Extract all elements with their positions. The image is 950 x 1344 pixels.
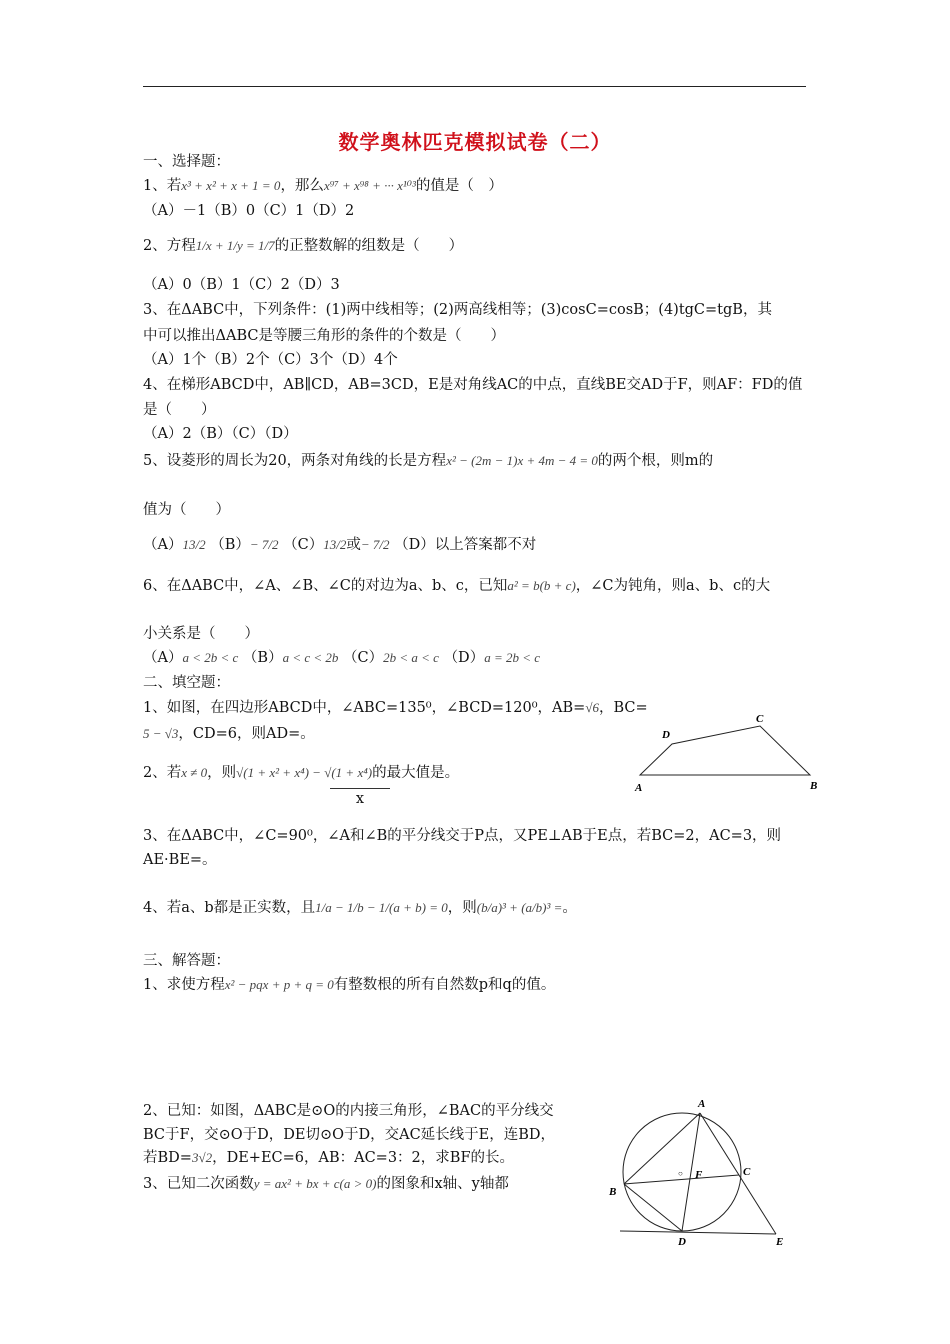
- choice-q6-line2: 小关系是（ ）: [143, 626, 259, 642]
- choice-q5-options: [143, 535, 536, 555]
- f2-denominator: x: [330, 788, 390, 809]
- label-b: B: [810, 780, 818, 792]
- s3-suffix: 的图象和x轴、y轴都: [376, 1176, 509, 1192]
- label-d: D: [678, 1236, 686, 1248]
- q6-equation: a² = b(b + c): [507, 578, 576, 593]
- circle-figure: [600, 1095, 805, 1250]
- choice-q2-options: （A）0（B）1（C）2（D）3: [143, 277, 340, 293]
- solve-q2-line3: [143, 1148, 514, 1168]
- solve-q2-line2: BC于F，交⊙O于D，DE切⊙O于D，交AC延长线于E，连BD，: [143, 1127, 556, 1143]
- fill-q1-line2: [143, 724, 315, 744]
- f4-eq: 1/a − 1/b − 1/(a + b) = 0: [315, 900, 448, 915]
- choice-q3-line2: 中可以推出ΔABC是等腰三角形的条件的个数是（ ）: [143, 328, 505, 344]
- q5-frac-c2: − 7/2: [360, 537, 390, 552]
- q1-prefix: 1、若: [143, 178, 182, 194]
- q5-suffix: 的两个根，则m的: [597, 453, 714, 469]
- f1-text: 1、如图，在四边形ABCD中，∠ABC=135⁰，∠BCD=120⁰，AB=: [143, 700, 586, 716]
- fill-q2: [143, 763, 459, 783]
- f1-suffix: ，CD=6，则AD=。: [178, 726, 315, 742]
- quadrilateral-figure: [620, 705, 830, 800]
- q5-frac-c1: 13/2: [323, 537, 347, 552]
- f4-eq2: (b/a)³ + (a/b)³ =: [476, 900, 563, 915]
- s2-suffix: ，DE+EC=6，AB：AC=3：2，求BF的长。: [212, 1150, 515, 1166]
- fill-q3-line2: AE·BE=。: [143, 852, 217, 868]
- q2-equation: 1/x + 1/y = 1/7: [195, 238, 275, 253]
- q6-opt-d: （D）: [443, 650, 485, 666]
- fill-q4: [143, 898, 577, 918]
- section-solve: 三、解答题：: [143, 953, 230, 969]
- q2-suffix: 的正整数解的组数是（ ）: [274, 238, 464, 254]
- q6-opt-c: （C）: [343, 650, 384, 666]
- fill-q3-line1: 3、在ΔABC中，∠C=90⁰，∠A和∠B的平分线交于P点，又PE⊥AB于E点，若BC=2，AC=3，则: [143, 828, 782, 844]
- q6-eq-d: a = 2b < c: [484, 650, 541, 665]
- choice-q1-options: （A）－1（B）0（C）1（D）2: [143, 203, 355, 219]
- choice-q2: [143, 236, 463, 256]
- f1-bc: ，BC=: [598, 700, 648, 716]
- s1-eq: x² − pqx + p + q = 0: [224, 977, 334, 992]
- solve-q1: [143, 975, 555, 995]
- fill-q1-line1: [143, 698, 648, 718]
- page-title: 数学奥林匹克模拟试卷（二）: [338, 130, 612, 154]
- f2-cond: x ≠ 0: [181, 765, 208, 780]
- q1-mid: ，那么: [280, 178, 324, 194]
- label-f: F: [695, 1169, 703, 1181]
- q6-eq-a: a < 2b < c: [182, 650, 239, 665]
- q5-opt-d: （D）以上答案都不对: [394, 537, 537, 553]
- choice-q5: [143, 451, 713, 471]
- choice-q4-line2: 是（ ）: [143, 402, 216, 418]
- f4-suffix: 。: [562, 900, 577, 916]
- center-o-mark: ○: [678, 1169, 683, 1178]
- q5-opt-a: （A）: [143, 537, 183, 553]
- tangent-de: [620, 1231, 776, 1234]
- q5-or: 或: [346, 537, 361, 553]
- choice-q6: [143, 576, 770, 596]
- label-a: A: [698, 1098, 706, 1110]
- top-rule: [143, 86, 806, 87]
- choice-q4-options: （A）2（B）（C）（D）: [143, 426, 298, 442]
- f2-prefix: 2、若: [143, 765, 182, 781]
- label-c: C: [756, 713, 764, 725]
- segment-ab: [624, 1113, 700, 1184]
- s3-prefix: 3、已知二次函数: [143, 1176, 254, 1192]
- f1-eq: 5 − √3: [143, 726, 179, 741]
- q1-suffix: 的值是（ ）: [415, 178, 503, 194]
- s3-eq: y = ax² + bx + c(a > 0): [253, 1176, 377, 1191]
- f2-mid: ，则: [207, 765, 237, 781]
- q5-frac-a: 13/2: [182, 537, 206, 552]
- choice-q3-options: （A）1个（B）2个（C）3个（D）4个: [143, 352, 398, 368]
- section-choice: 一、选择题：: [143, 154, 230, 170]
- q5-equation: x² − (2m − 1)x + 4m − 4 = 0: [446, 453, 598, 468]
- q5-frac-b: − 7/2: [249, 537, 279, 552]
- q6-prefix: 6、在ΔABC中，∠A、∠B、∠C的对边为a、b、c，已知: [143, 578, 508, 594]
- q1-equation: x³ + x² + x + 1 = 0: [181, 178, 281, 193]
- solve-q2-line1: 2、已知：如图，ΔABC是⊙O的内接三角形，∠BAC的平分线交: [143, 1103, 554, 1119]
- q5-opt-b: （B）: [210, 537, 250, 553]
- f4-mid: ，则: [447, 900, 477, 916]
- q6-eq-c: 2b < a < c: [383, 650, 439, 665]
- q6-suffix: ，∠C为钝角，则a、b、c的大: [575, 578, 771, 594]
- label-a: A: [635, 782, 643, 794]
- segment-ae: [700, 1113, 776, 1234]
- q5-opt-c: （C）: [283, 537, 324, 553]
- choice-q1: [143, 176, 503, 196]
- choice-q6-options: [143, 648, 540, 668]
- choice-q5-line2: 值为（ ）: [143, 502, 230, 518]
- f1-sqrt6: √6: [585, 700, 599, 715]
- s2-prefix: 若BD=: [143, 1150, 192, 1166]
- s1-suffix: 有整数根的所有自然数p和q的值。: [333, 977, 556, 993]
- f2-suffix: 的最大值是。: [372, 765, 460, 781]
- label-b: B: [609, 1186, 617, 1198]
- section-fill: 二、填空题：: [143, 675, 230, 691]
- f4-prefix: 4、若a、b都是正实数，且: [143, 900, 316, 916]
- choice-q4-line1: 4、在梯形ABCD中，AB∥CD，AB=3CD，E是对角线AC的中点，直线BE交AD于F，则AF：FD的值: [143, 377, 803, 393]
- label-c: C: [743, 1166, 751, 1178]
- label-d: D: [662, 729, 670, 741]
- s2-eq: 3√2: [191, 1150, 213, 1165]
- f2-numerator: √(1 + x² + x⁴) − √(1 + x⁴): [236, 765, 373, 780]
- q6-opt-a: （A）: [143, 650, 183, 666]
- q1-expression: x⁹⁷ + x⁹⁸ + ··· x¹⁰³: [323, 178, 416, 193]
- q2-prefix: 2、方程: [143, 238, 196, 254]
- q5-prefix: 5、设菱形的周长为20，两条对角线的长是方程: [143, 453, 447, 469]
- q6-opt-b: （B）: [242, 650, 283, 666]
- s1-prefix: 1、求使方程: [143, 977, 225, 993]
- solve-q3: [143, 1174, 509, 1194]
- label-e: E: [776, 1236, 784, 1248]
- q6-eq-b: a < c < 2b: [282, 650, 339, 665]
- choice-q3-line1: 3、在ΔABC中，下列条件：(1)两中线相等；(2)两高线相等；(3)cosC=cosB；(4)tgC=tgB，其: [143, 302, 772, 318]
